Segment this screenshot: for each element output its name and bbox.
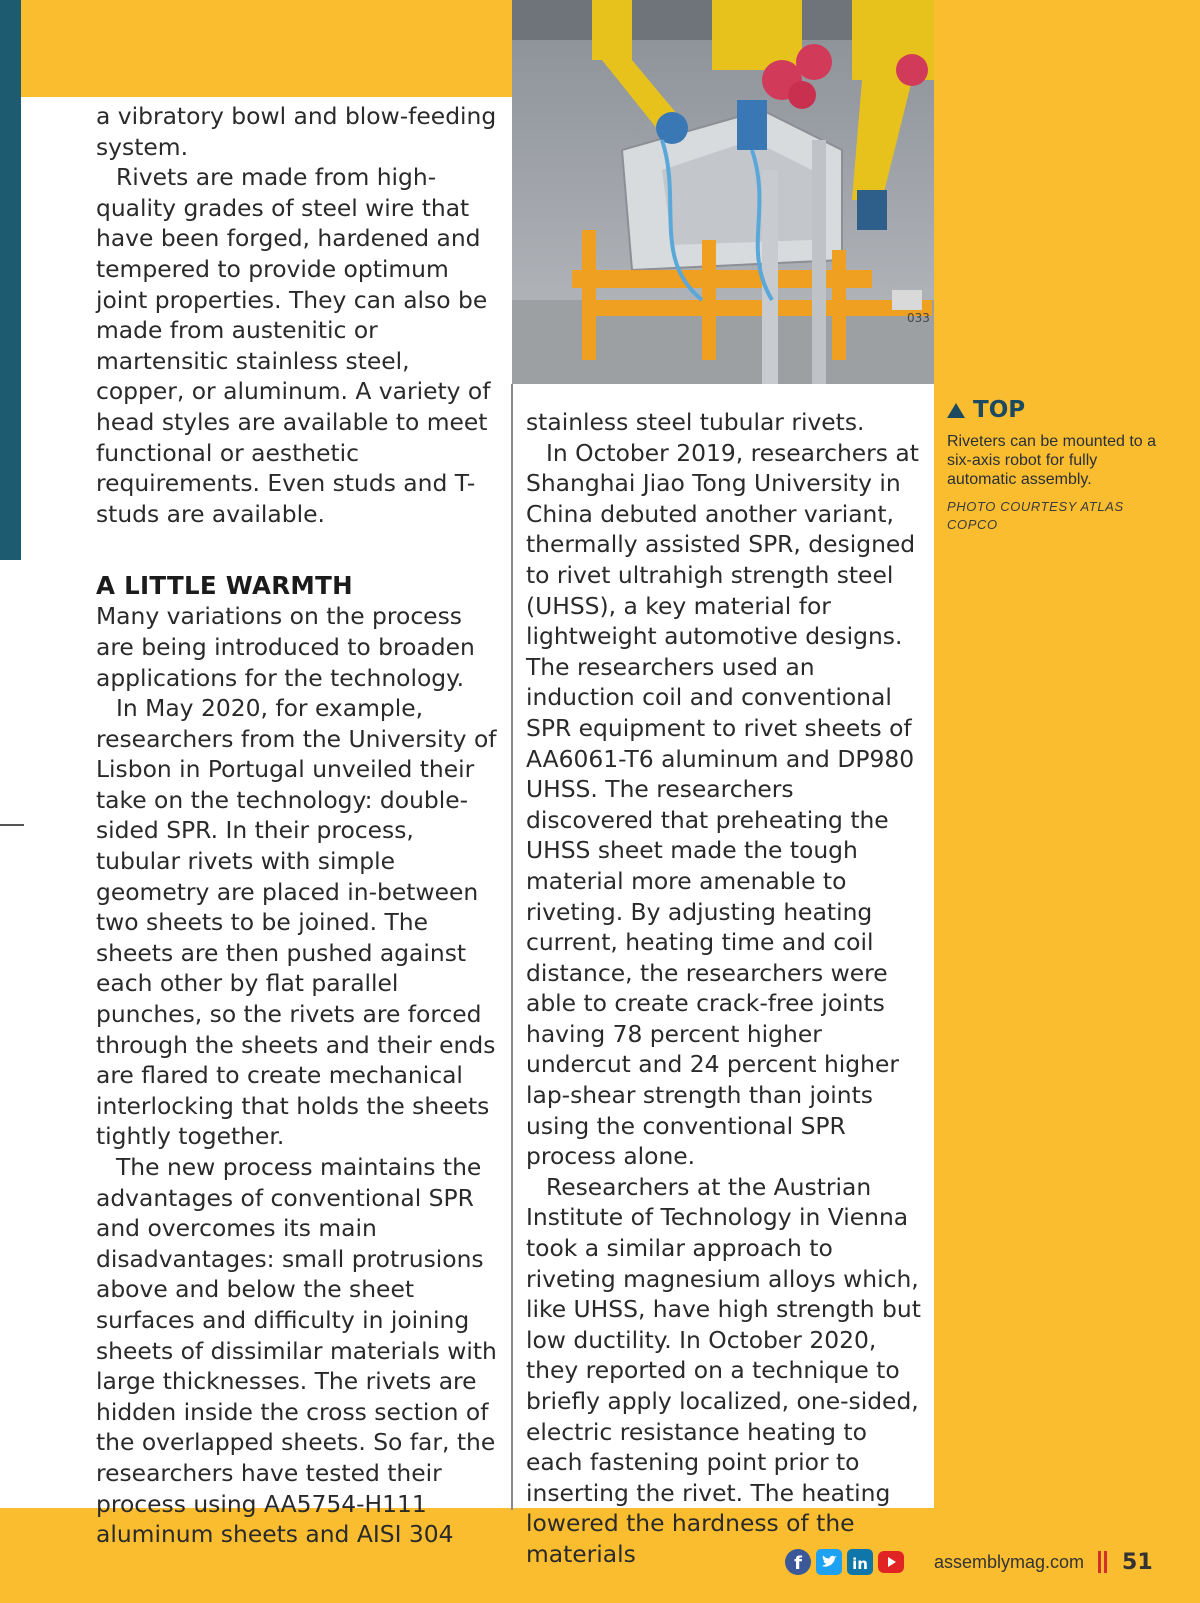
left-paragraph-5: The new process maintains the advantages of conventional SPR and overcomes its main disadvantages: small protrusions above and below the sheet surfaces and difficulty in joining sheets of dissimilar materials with large thicknesses. The rivets are hidden inside the cross section of the overlapped sheets. So far, the researchers have tested their process using AA5754-H111 aluminum sheets and AISI 304	[96, 1153, 497, 1549]
svg-text:in: in	[852, 1555, 868, 1573]
left-paragraph-3: Many variations on the process are being introduced to broaden applications for the technology.	[96, 602, 475, 692]
footer-website[interactable]: assemblymag.com	[934, 1551, 1085, 1572]
page-footer	[784, 1545, 1153, 1579]
left-teal-bar	[0, 0, 21, 560]
caption-label: TOP	[973, 397, 1026, 423]
photo-credit: PHOTO COURTESY ATLAS COPCO	[947, 499, 1124, 532]
caption-label-row	[947, 397, 1167, 423]
section-heading: A LITTLE WARMTH	[96, 571, 353, 601]
left-text-column	[96, 101, 502, 1550]
right-text-column	[526, 407, 926, 1570]
right-paragraph-1: stainless steel tubular rivets.	[526, 408, 865, 436]
linkedin-icon[interactable]	[846, 1548, 874, 1576]
left-paragraph-2: Rivets are made from high-quality grades of steel wire that have been forged, hardened and tempered to provide optimum joint properties. They can also be made from austenitic or martensitic stainless steel, copper, or aluminum. A variety of head styles are available to meet functional or aesthetic requirements. Even studs and T-studs are available.	[96, 163, 491, 528]
photo-caption	[947, 397, 1167, 534]
right-paragraph-3: Researchers at the Austrian Institute of Technology in Vienna took a similar approach to riveting magnesium alloys which, like UHSS, have high strength but low ductility. In October 2020, they reported on a technique to briefly apply localized, one-sided, electric resistance heating to each fastening point prior to inserting the rivet. The heating lowered the hardness of the materials	[526, 1172, 921, 1568]
robot-assembly-photo	[512, 0, 934, 384]
svg-text:f: f	[794, 1553, 802, 1574]
page-number: 51	[1122, 1549, 1153, 1575]
right-paragraph-2: In October 2019, researchers at Shanghai Jiao Tong University in China debuted another variant, thermally assisted SPR, designed to rivet ultrahigh strength steel (UHSS), a key material for lightweight automotive designs. The researchers used an induction coil and conventional SPR equipment to rivet sheets of AA6061-T6 aluminum and DP980 UHSS. The researchers discovered that preheating the UHSS sheet made the tough material more amenable to riveting. By adjusting heating current, heating time and coil distance, the researchers were able to create crack-free joints having 78 percent higher undercut and 24 percent higher lap-shear strength than joints using the conventional SPR process alone.	[526, 438, 919, 1171]
caption-sidebar-panel	[934, 0, 1200, 1510]
left-paragraph-1: a vibratory bowl and blow-feeding system.	[96, 102, 497, 161]
fixture-number: 033	[907, 311, 930, 325]
facebook-icon[interactable]	[784, 1548, 812, 1576]
column-divider	[511, 384, 513, 1510]
youtube-icon[interactable]	[877, 1548, 905, 1576]
margin-tick-mark	[0, 824, 24, 826]
social-icons	[784, 1548, 908, 1576]
caption-text: Riveters can be mounted to a six-axis robot for fully automatic assembly.	[947, 433, 1157, 488]
top-yellow-band	[0, 0, 512, 97]
twitter-icon[interactable]	[815, 1548, 843, 1576]
triangle-up-icon	[947, 403, 965, 418]
footer-separator	[1098, 1551, 1110, 1573]
robot-cell-illustration	[512, 0, 934, 384]
left-paragraph-4: In May 2020, for example, researchers from the University of Lisbon in Portugal unveiled their take on the technology: double-sided SPR. In their process, tubular rivets with simple geometry are placed in-between two sheets to be joined. The sheets are then pushed against each other by flat parallel punches, so the rivets are forced through the sheets and their ends are flared to create mechanical interlocking that holds the sheets tightly together.	[96, 694, 497, 1151]
